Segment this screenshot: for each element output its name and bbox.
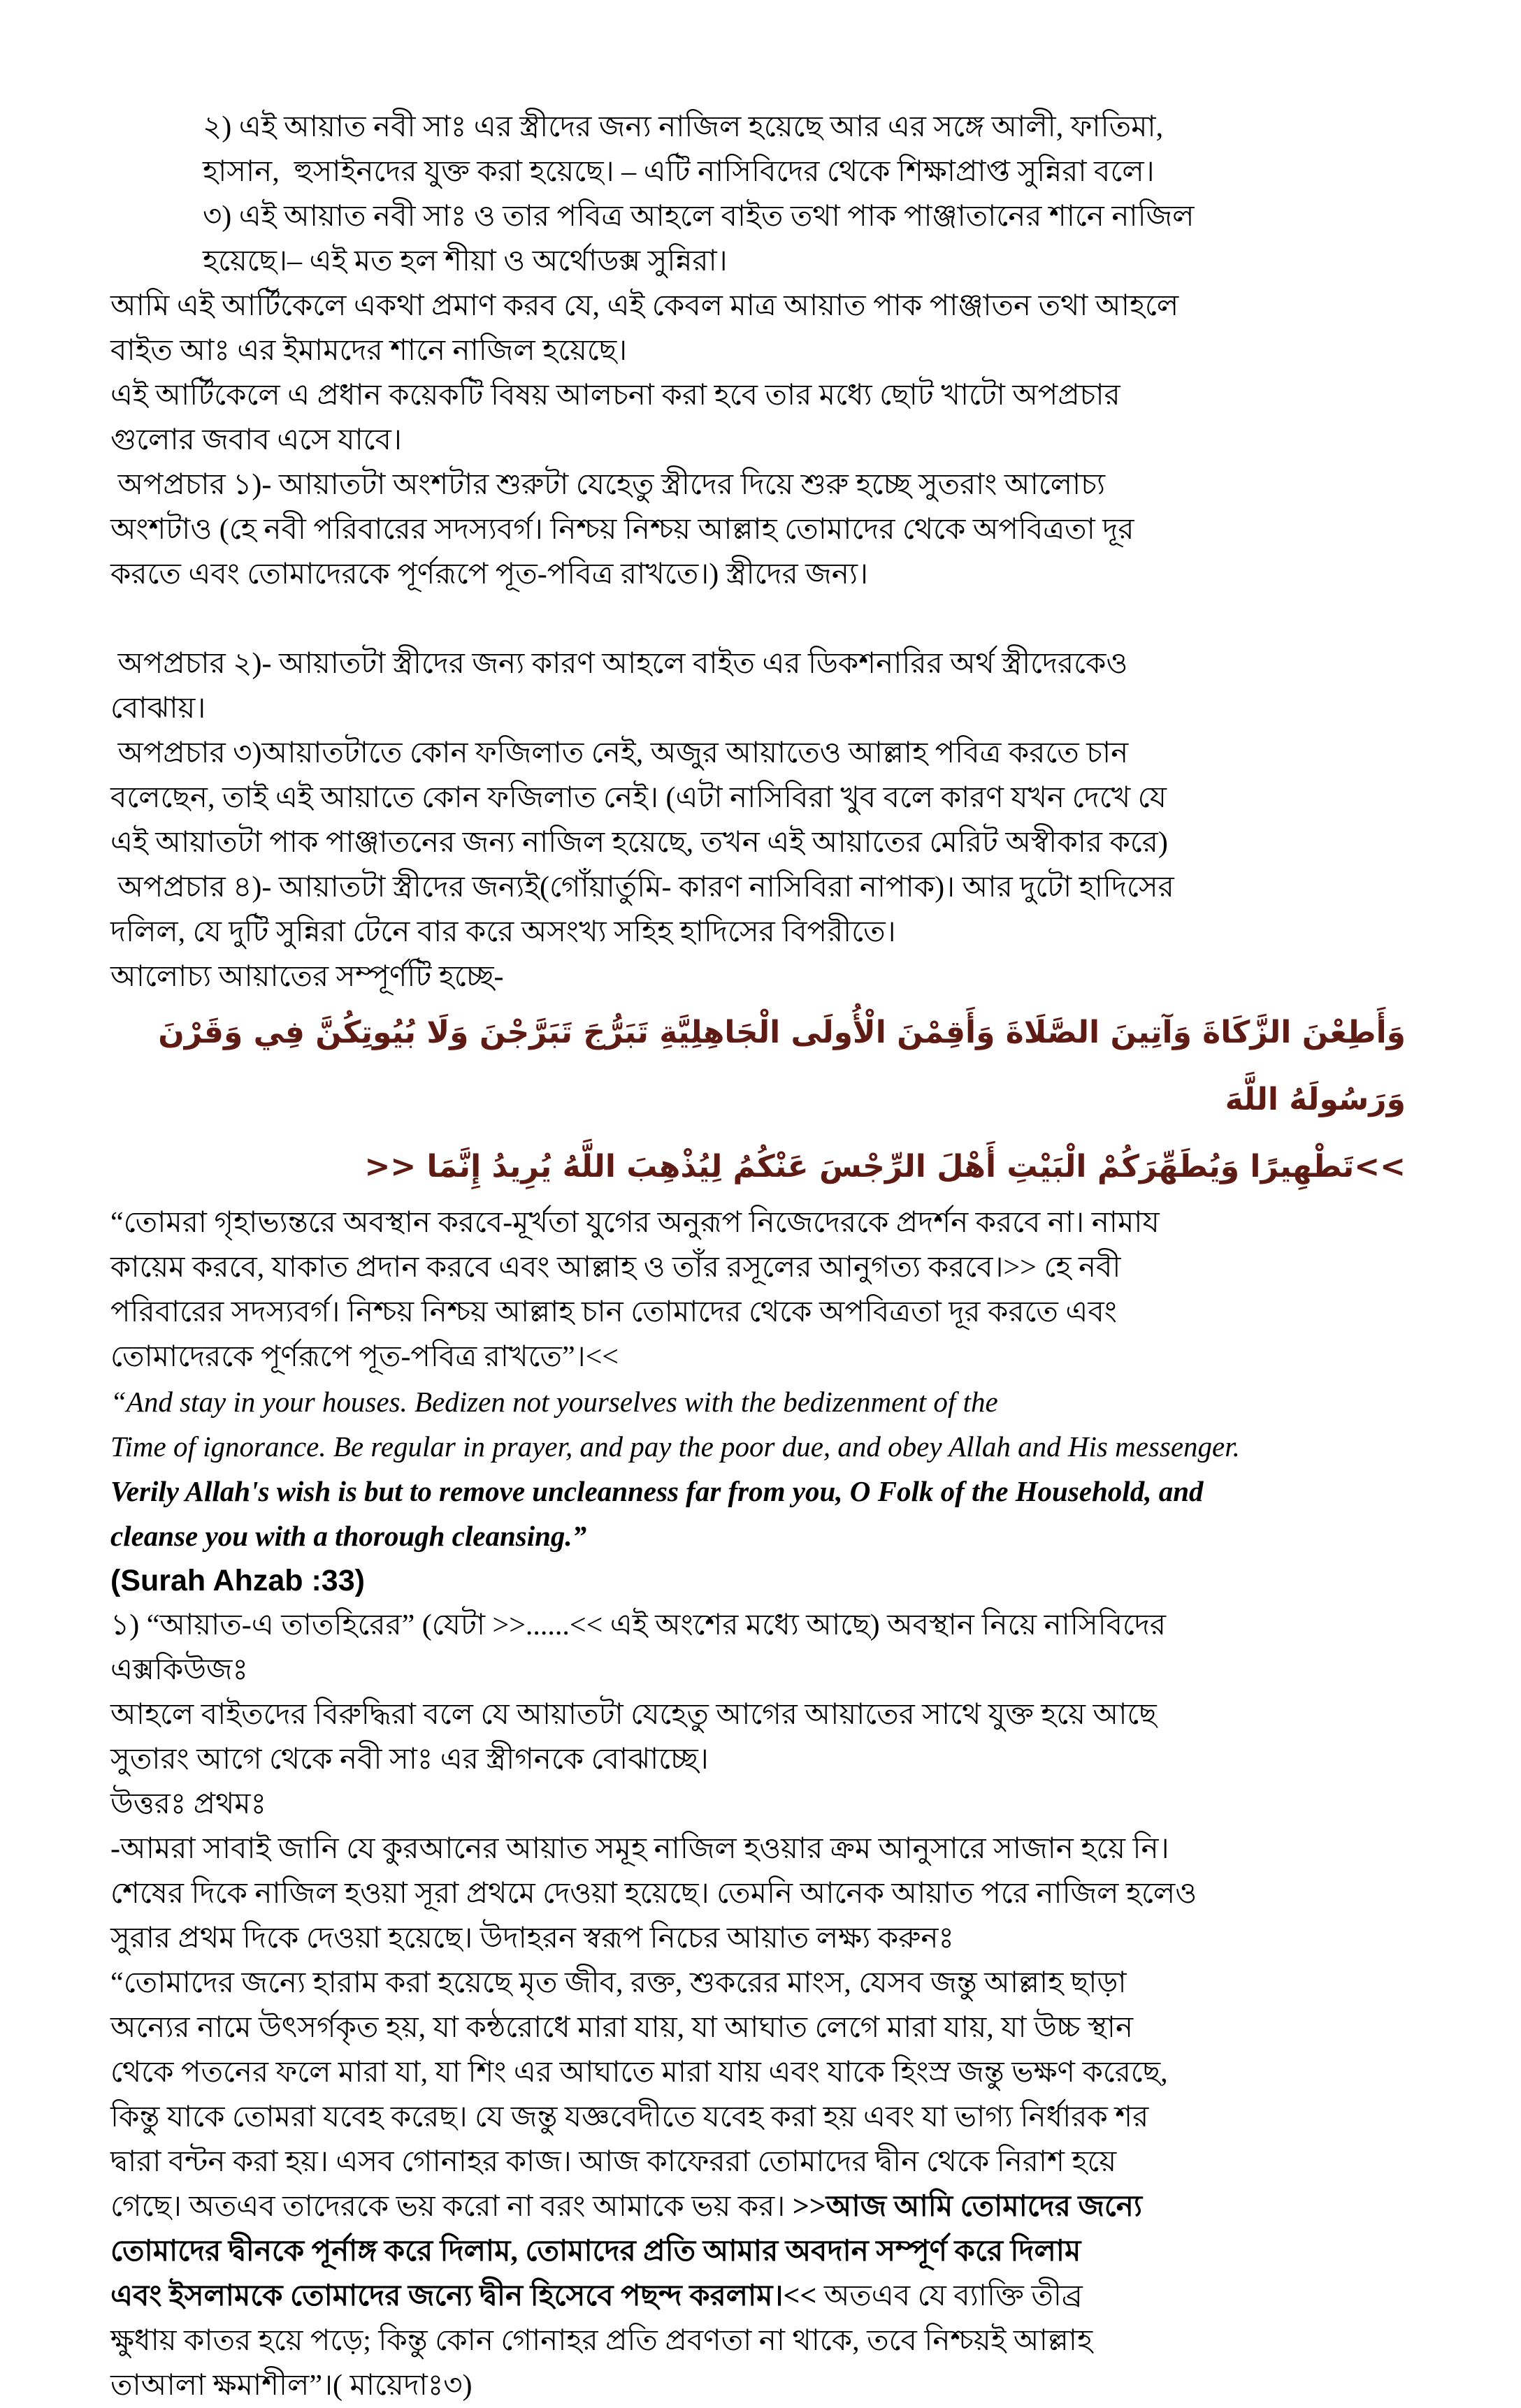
text-line [110, 641, 1472, 686]
text-segment: তোমাদেরকে পূর্ণরূপে পূত-পবিত্র রাখতে”।<< [110, 1341, 619, 1373]
arabic-word: يُرِيدُ [491, 1149, 552, 1184]
bengali-translation [110, 1201, 1472, 1379]
text-segment: >>আজ আমি তোমাদের জন্যে [792, 2191, 1143, 2223]
text-line [110, 1335, 1472, 1379]
text-line [110, 2095, 1472, 2140]
quote-close-chevrons: << [1354, 1149, 1406, 1184]
text-segment: সুতারং আগে থেকে নবী সাঃ এর স্ত্রীগনকে বোঝাচ্ছে। [110, 1743, 709, 1776]
text-segment: গেছে। অতএব তাদেরকে ভয় করো না বরং আমাকে ভয় কর। [110, 2191, 793, 2223]
text-line [110, 194, 1472, 239]
text-segment: পরিবারের সদস্যবর্গ। নিশ্চয় নিশ্চয় আল্লাহ চান তোমাদের থেকে অপবিত্রতা দূর করতে এবং [110, 1296, 1117, 1328]
text-line [110, 1469, 1472, 1514]
text-segment: থেকে পতনের ফলে মারা যা, যা শিং এর আঘাতে মারা যায় এবং যাকে হিংস্র জন্তু ভক্ষণ করেছে, [110, 2057, 1168, 2089]
text-segment: হাসান, হুসাইনদের যুক্ত করা হয়েছে। – এটি নাসিবিদের থেকে শিক্ষাপ্রাপ্ত সুন্নিরা বলে। [203, 156, 1155, 188]
arabic-verse [110, 999, 1472, 1201]
arabic-verse-line [110, 1133, 1406, 1201]
thesis-paragraph [110, 284, 1472, 463]
arabic-word: الْأُولَى [791, 1015, 886, 1050]
text-segment: “And stay in your houses. Bedizen not yourselves with the bedizenment of the [110, 1386, 998, 1418]
arabic-word: وَأَقِمْنَ [897, 1015, 995, 1050]
text-segment: ক্ষুধায় কাতর হয়ে পড়ে; কিন্তু কোন গোনাহর প্রতি প্রবণতা না থাকে, তবে নিশ্চয়ই আল্লাহ [110, 2325, 1093, 2357]
arabic-word: وَقَرْنَ [158, 1015, 243, 1050]
text-line [110, 1782, 1472, 1827]
text-segment: এই আয়াতটা পাক পাঞ্জাতনের জন্য নাজিল হয়েছে, তখন এই আয়াতের মেরিট অস্বীকার করে) [110, 827, 1168, 859]
text-line [110, 418, 1472, 463]
text-segment: আমি এই আর্টিকেলে একথা প্রমাণ করব যে, এই কেবল মাত্র আয়াত পাক পাঞ্জাতন তথা আহলে [110, 290, 1179, 322]
text-line [110, 507, 1472, 552]
text-segment: আহলে বাইতদের বিরুদ্ধিরা বলে যে আয়াতটা যেহেতু আগের আয়াতের সাথে যুক্ত হয়ে আছে [110, 1699, 1157, 1731]
text-line [110, 1245, 1472, 1290]
text-segment: দ্বারা বন্টন করা হয়। এসব গোনাহর কাজ। আজ কাফেররা তোমাদের দ্বীন থেকে নিরাশ হয়ে [110, 2146, 1117, 2178]
text-line [110, 239, 1472, 284]
opinion-points [110, 105, 1472, 284]
text-line [110, 2229, 1472, 2274]
text-segment: অংশটাও (হে নবী পরিবারের সদস্যবর্গ। নিশ্চয় নিশ্চয় আল্লাহ তোমাদের থেকে অপবিত্রতা দূর [110, 514, 1134, 546]
text-segment: উত্তরঃ প্রথমঃ [110, 1788, 267, 1820]
text-line [110, 820, 1472, 865]
excuse-section [110, 1603, 1472, 1961]
text-segment: বাইত আঃ এর ইমামদের শানে নাজিল হয়েছে। [110, 335, 628, 367]
text-segment: এই আর্টিকেলে এ প্রধান কয়েকটি বিষয় আলচনা করা হবে তার মধ্যে ছোট খাটো অপপ্রচার [110, 379, 1120, 412]
text-segment: আলোচ্য আয়াতের সম্পূর্ণটি হচ্ছে- [110, 961, 504, 993]
text-line [110, 1648, 1472, 1692]
text-line [110, 686, 1472, 731]
arabic-word: اللَّهُ [562, 1149, 616, 1184]
text-segment: হয়েছে।– এই মত হল শীয়া ও অর্থোডক্স সুন্নিরা। [203, 245, 728, 277]
text-line [110, 2274, 1472, 2319]
arabic-word: بُيُوتِكُنَّ [315, 1015, 417, 1050]
text-segment: Verily Allah's wish is but to remove uncleanness far from you, O Folk of the Household, and [110, 1475, 1204, 1507]
arabic-word: تَبَرَّجْنَ [479, 1015, 573, 1050]
text-segment: শেষের দিকে নাজিল হওয়া সূরা প্রথমে দেওয়া হয়েছে। তেমনি আনেক আয়াত পরে নাজিল হলেও [110, 1878, 1197, 1910]
arabic-word: عَنْكُمُ [733, 1149, 809, 1184]
text-line [110, 2140, 1472, 2184]
text-segment: “তোমাদের জন্যে হারাম করা হয়েছে মৃত জীব, রক্ত, শুকরের মাংস, যেসব জন্তু আল্লাহ ছাড়া [110, 1967, 1127, 1999]
arabic-word: الزَّكَاةَ [1202, 1015, 1292, 1050]
arabic-word: أَهْلَ [937, 1149, 997, 1184]
claim-1 [110, 463, 1472, 597]
text-line [110, 463, 1472, 507]
arabic-word: الْجَاهِلِيَّةِ [659, 1015, 781, 1050]
surah-reference [110, 1558, 1472, 1603]
text-line [110, 1514, 1472, 1558]
text-segment: করতে এবং তোমাদেরকে পূর্ণরূপে পূত-পবিত্র রাখতে।) স্ত্রীদের জন্য। [110, 558, 869, 590]
text-line [110, 2006, 1472, 2050]
text-segment: সুরার প্রথম দিকে দেওয়া হয়েছে। উদাহরন স্বরূপ নিচের আয়াত লক্ষ্য করুনঃ [110, 1922, 954, 1954]
text-segment: অপপ্রচার ৪)- আয়াতটা স্ত্রীদের জন্যই(গোঁয়ার্তুমি- কারণ নাসিবিরা নাপাক)। আর দুটো হাদিসের [110, 871, 1174, 904]
text-line [110, 865, 1472, 910]
text-line [110, 105, 1472, 150]
text-line [110, 910, 1472, 955]
text-line [110, 731, 1472, 776]
text-segment: ৩) এই আয়াত নবী সাঃ ও তার পবিত্র আহলে বাইত তথা পাক পাঞ্জাতানের শানে নাজিল [203, 201, 1195, 233]
text-line [110, 1424, 1472, 1469]
text-line [110, 150, 1472, 194]
text-line [110, 1603, 1472, 1648]
text-segment: গুলোর জবাব এসে যাবে। [110, 424, 402, 456]
arabic-word: تَبَرُّجَ [583, 1015, 649, 1050]
arabic-word: إِنَّمَا [426, 1149, 482, 1184]
text-line [110, 373, 1472, 418]
arabic-verse-line [110, 999, 1406, 1133]
text-segment: কায়েম করবে, যাকাত প্রদান করবে এবং আল্লাহ ও তাঁর রসূলের আনুগত্য করবে।>> হে নবী [110, 1252, 1121, 1284]
text-line [110, 284, 1472, 328]
text-line [110, 955, 1472, 999]
text-line [110, 328, 1472, 373]
arabic-word: وَآتِينَ [1110, 1015, 1192, 1050]
text-segment: বলেছেন, তাই এই আয়াতে কোন ফজিলাত নেই। (এটা নাসিবিরা খুব বলে কারণ যখন দেখে যে [110, 782, 1167, 814]
text-line [110, 1379, 1472, 1424]
text-segment: “তোমরা গৃহাভ্যন্তরে অবস্থান করবে-মূর্খতা যুগের অনুরূপ নিজেদেরকে প্রদর্শন করবে না। নামায [110, 1207, 1160, 1239]
text-segment: অপপ্রচার ৩)আয়াতটাতে কোন ফজিলাত নেই, অজুর আয়াতেও আল্লাহ পবিত্র করতে চান [110, 737, 1129, 769]
arabic-word: لِيُذْهِبَ [626, 1149, 723, 1184]
claim-3 [110, 731, 1472, 865]
text-segment: এবং ইসলামকে তোমাদের জন্যে দ্বীন হিসেবে পছন্দ করলাম।<< [110, 2280, 817, 2312]
text-line [110, 552, 1472, 597]
text-line [110, 1961, 1472, 2006]
text-segment: অতএব যে ব্যাক্তি তীব্র [816, 2280, 1083, 2312]
text-line [110, 1737, 1472, 1782]
text-line [110, 1201, 1472, 1245]
text-segment: অপপ্রচার ১)- আয়াতটা অংশটার শুরুটা যেহেতু স্ত্রীদের দিয়ে শুরু হচ্ছে সুতরাং আলোচ্য [110, 469, 1106, 501]
text-segment: অপপ্রচার ২)- আয়াতটা স্ত্রীদের জন্য কারণ আহলে বাইত এর ডিকশনারির অর্থ স্ত্রীদেরকেও [110, 648, 1128, 680]
text-line [110, 2184, 1472, 2229]
arabic-word: وَيُطَهِّرَكُمْ [1097, 1149, 1240, 1184]
english-translation [110, 1379, 1472, 1558]
arabic-word: الرِّجْسَ [819, 1149, 926, 1184]
text-segment: ১) “আয়াত-এ তাতহিরের” (যেটা >>......<< এই অংশের মধ্যে আছে) অবস্থান নিয়ে নাসিবিদের [110, 1609, 1167, 1641]
claim-4 [110, 865, 1472, 999]
text-segment: ২) এই আয়াত নবী সাঃ এর স্ত্রীদের জন্য নাজিল হয়েছে আর এর সঙ্গে আলী, ফাতিমা, [203, 111, 1164, 143]
text-line [110, 1916, 1472, 1961]
text-line [110, 1827, 1472, 1871]
arabic-word: اللَّهَ [1225, 1082, 1278, 1117]
text-line [110, 2319, 1472, 2363]
quote-open-chevrons: >> [364, 1149, 427, 1184]
arabic-word: وَأَطِعْنَ [1302, 1015, 1406, 1050]
text-line [110, 1290, 1472, 1335]
spacer [110, 597, 1472, 641]
arabic-word: فِي [253, 1015, 305, 1050]
maidah-quote [110, 1961, 1472, 2408]
text-segment: এক্সকিউজঃ [110, 1654, 248, 1686]
text-segment: তাআলা ক্ষমাশীল”।( মায়েদাঃ৩) [110, 2370, 473, 2402]
arabic-word: الصَّلَاةَ [1005, 1015, 1100, 1050]
text-segment: (Surah Ahzab :33) [110, 1564, 365, 1597]
text-segment: দলিল, যে দুটি সুন্নিরা টেনে বার করে অসংখ্য সহিহ হাদিসের বিপরীতে। [110, 916, 896, 948]
text-line [110, 597, 1472, 641]
arabic-word: الْبَيْتِ [1007, 1149, 1087, 1184]
text-line [110, 2050, 1472, 2095]
arabic-word: تَطْهِيرًا [1250, 1149, 1355, 1184]
text-line [110, 776, 1472, 820]
text-segment: বোঝায়। [110, 692, 206, 725]
text-line [110, 1558, 1472, 1603]
arabic-word: وَلَا [426, 1015, 469, 1050]
text-segment: অন্যের নামে উৎসর্গকৃত হয়, যা কন্ঠরোধে মারা যায়, যা আঘাত লেগে মারা যায়, যা উচ্চ স্থান [110, 2012, 1134, 2044]
text-segment: তোমাদের দ্বীনকে পূর্নাঙ্গ করে দিলাম, তোমাদের প্রতি আমার অবদান সম্পূর্ণ করে দিলাম [110, 2235, 1081, 2268]
text-segment: cleanse you with a thorough cleansing.” [110, 1520, 587, 1552]
text-segment: -আমরা সাবাই জানি যে কুরআনের আয়াত সমূহ নাজিল হওয়ার ক্রম আনুসারে সাজান হয়ে নি। [110, 1833, 1169, 1865]
text-line [110, 1871, 1472, 1916]
claim-2 [110, 641, 1472, 731]
arabic-word: وَرَسُولَهُ [1289, 1082, 1406, 1117]
text-line [110, 1692, 1472, 1737]
text-segment: Time of ignorance. Be regular in prayer, and pay the poor due, and obey Allah and His messenger. [110, 1430, 1240, 1463]
text-segment: কিন্তু যাকে তোমরা যবেহ করেছ। যে জন্তু যজ্ঞবেদীতে যবেহ করা হয় এবং যা ভাগ্য নির্ধারক শর [110, 2101, 1149, 2133]
